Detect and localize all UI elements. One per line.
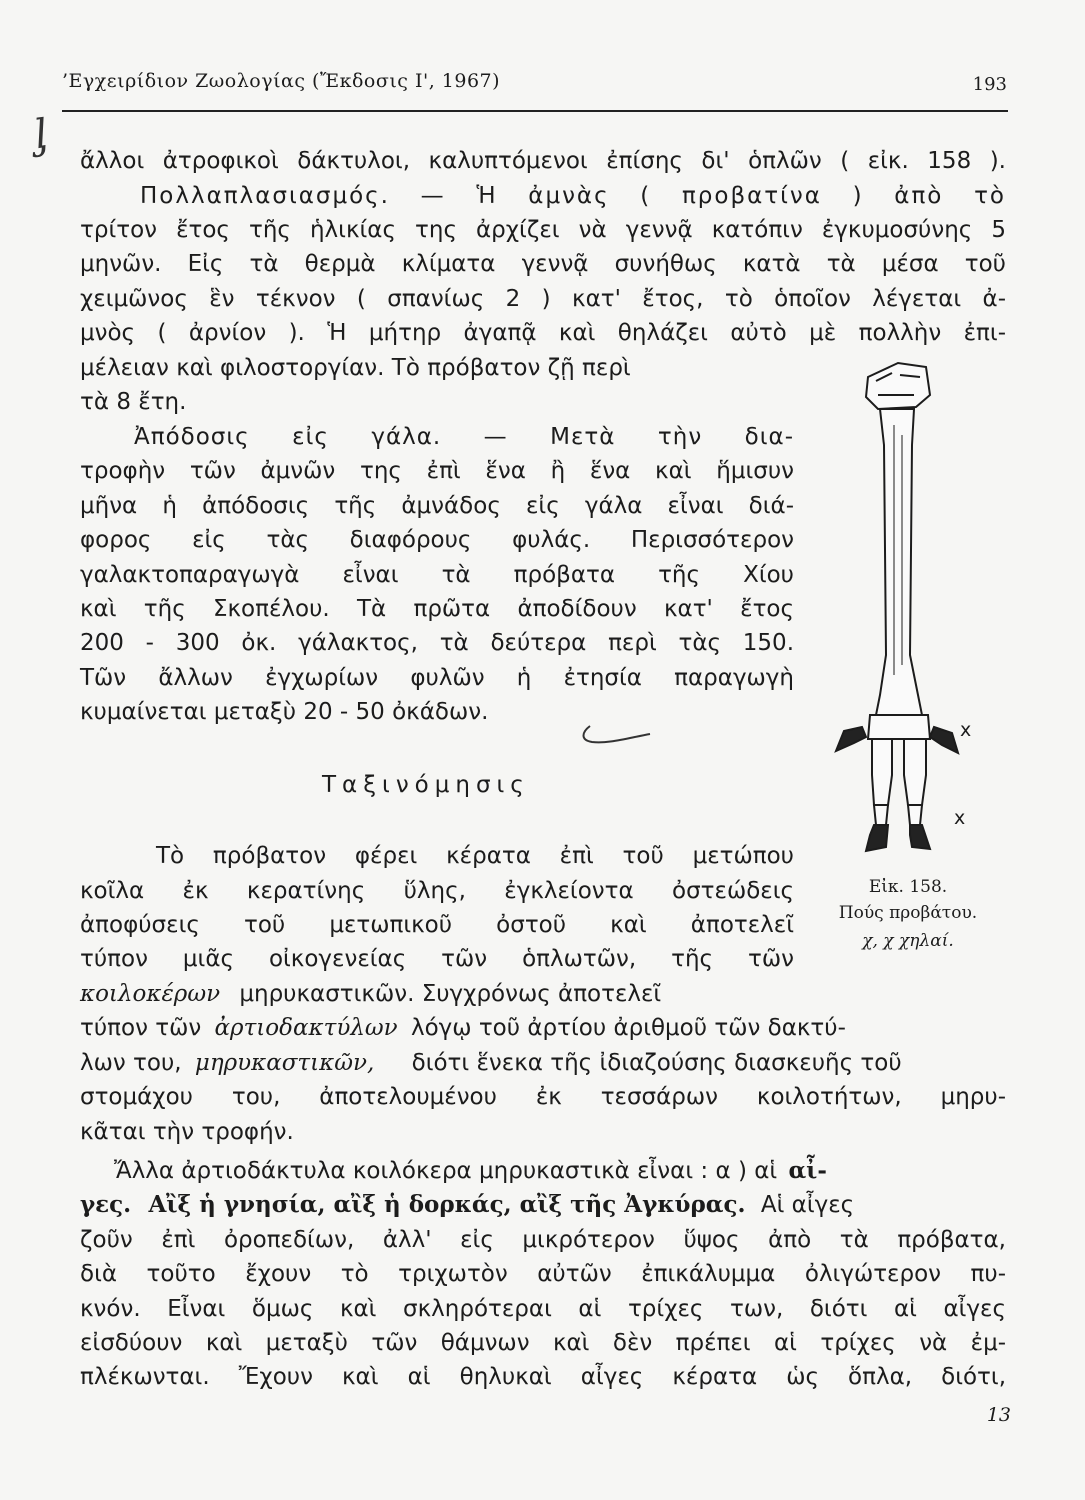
text-line: τρίτον ἔτος τῆς ἡλικίας της ἀρχίζει νὰ γεννᾷ κατόπιν ἐγκυμοσύνης 5 — [80, 217, 1006, 243]
text-line: μέλειαν καὶ φιλοστοργίαν. Τὸ πρόβατον ζῇ περὶ — [80, 355, 631, 381]
text-line — [114, 1156, 1006, 1186]
figure-mark-x: x — [960, 719, 972, 741]
text-span: λων του, — [80, 1050, 182, 1076]
text-line: εἰσδύουν καὶ μεταξὺ τῶν θάμνων καὶ δὲν πρέπει αἱ τρίχες νὰ ἐμ- — [80, 1330, 1006, 1356]
text-line: τροφὴν τῶν ἀμνῶν της ἐπὶ ἕνα ἢ ἕνα καὶ ἥμισυν — [80, 458, 794, 484]
figure-caption-legend: χ, χ χηλαί. — [862, 931, 954, 951]
text-line: μνὸς ( ἀρνίον ). Ἡ μήτηρ ἀγαπᾷ καὶ θηλάζει αὐτὸ μὲ πολλὴν ἐπι- — [80, 320, 1006, 346]
italic-term: μηρυκαστικῶν, — [194, 1050, 375, 1076]
sheep-foot-illustration — [826, 355, 986, 865]
figure-caption-number: Εἰκ. 158. — [868, 877, 948, 897]
text-line: Πολλαπλασιασμός. — Ἡ ἀμνὰς ( προβατίνα ) ἀπὸ τὸ — [140, 183, 1006, 209]
text-line: στομάχου του, ἀποτελουμένου ἐκ τεσσάρων κοιλοτήτων, μηρυ- — [80, 1084, 1006, 1110]
book-title: ’Εγχειρίδιον Ζωολογίας (Ἔκδοσις Ι', 1967) — [62, 70, 501, 92]
bold-species: Αἲξ ἡ γνησία, αἲξ ἡ δορκάς, αἲξ τῆς Ἀγκύρας. — [148, 1191, 746, 1218]
text-span: διότι ἕνεκα τῆς ἰδιαζούσης διασκευῆς τοῦ — [411, 1050, 902, 1076]
italic-term: κοιλοκέρων — [80, 981, 221, 1007]
figure-mark-x: x — [954, 807, 966, 829]
text-line: 200 - 300 ὀκ. γάλακτος, τὰ δεύτερα περὶ τὰς 150. — [80, 630, 794, 656]
text-line: ζοῦν ἐπὶ ὀροπεδίων, ἀλλ' εἰς μικρότερον ὕψος ἀπὸ τὰ πρόβατα, — [80, 1227, 1006, 1253]
handwritten-mark: ᶅ — [28, 111, 48, 159]
text-line — [80, 1048, 1006, 1078]
text-line: ἄλλοι ἀτροφικοὶ δάκτυλοι, καλυπτόμενοι ἐπίσης δι' ὁπλῶν ( εἰκ. 158 ). — [80, 148, 1006, 174]
text-line: ἀποφύσεις τοῦ μετωπικοῦ ὀστοῦ καὶ ἀποτελεῖ — [80, 912, 794, 938]
text-line — [80, 1013, 1006, 1043]
text-line: κυμαίνεται μεταξὺ 20 - 50 ὀκάδων. — [80, 699, 489, 725]
text-line — [80, 979, 794, 1009]
text-line: μηνῶν. Εἰς τὰ θερμὰ κλίματα γεννᾷ συνήθως κατὰ τὰ μέσα τοῦ — [80, 251, 1006, 277]
text-line: φορος εἰς τὰς διαφόρους φυλάς. Περισσότερον — [80, 527, 794, 553]
text-line: καὶ τῆς Σκοπέλου. Τὰ πρῶτα ἀποδίδουν κατ' ἔτος — [80, 596, 794, 622]
header-rule — [62, 110, 1008, 112]
section-heading: Ταξινόμησις — [322, 772, 530, 798]
page-number: 193 — [972, 74, 1007, 95]
text-line: Ἀπόδοσις εἰς γάλα. — Μετὰ τὴν δια- — [134, 424, 794, 450]
text-line: διὰ τοῦτο ἔχουν τὸ τριχωτὸν αὐτῶν ἐπικάλυμμα ὀλιγώτερον πυ- — [80, 1261, 1006, 1287]
text-span: τύπον τῶν — [80, 1015, 202, 1041]
text-span: Αἱ αἶγες — [760, 1192, 855, 1218]
text-span: λόγῳ τοῦ ἀρτίου ἀριθμοῦ τῶν δακτύ- — [410, 1015, 846, 1041]
text-line: γαλακτοπαραγωγὰ εἶναι τὰ πρόβατα τῆς Χίου — [80, 562, 794, 588]
text-line — [80, 1190, 1006, 1220]
text-line: Τὸ πρόβατον φέρει κέρατα ἐπὶ τοῦ μετώπου — [156, 843, 794, 869]
bold-term: αἶ- — [788, 1157, 827, 1184]
text-line: πλέκωνται. Ἔχουν καὶ αἱ θηλυκαὶ αἶγες κέρατα ὡς ὅπλα, διότι, — [80, 1364, 1006, 1390]
signature-number: 13 — [986, 1404, 1011, 1426]
text-line: Τῶν ἄλλων ἐγχωρίων φυλῶν ἡ ἐτησία παραγωγὴ — [80, 665, 794, 691]
figure-caption-title: Πούς προβάτου. — [838, 903, 978, 923]
handwritten-squiggle — [578, 722, 658, 748]
italic-term: ἀρτιοδακτύλων — [214, 1015, 398, 1041]
bold-term: γες. — [80, 1191, 132, 1218]
figure-sheep-foot — [826, 355, 986, 865]
text-span: Ἄλλα ἀρτιοδάκτυλα κοιλόκερα μηρυκαστικὰ εἶναι : α ) αἱ — [114, 1158, 778, 1184]
running-header — [62, 66, 1007, 102]
text-line: κνόν. Εἶναι ὅμως καὶ σκληρότεραι αἱ τρίχες των, διότι αἱ αἶγες — [80, 1296, 1006, 1322]
text-line: μῆνα ἡ ἀπόδοσις τῆς ἀμνάδος εἰς γάλα εἶναι διά- — [80, 493, 794, 519]
text-line: τύπον μιᾶς οἰκογενείας τῶν ὁπλωτῶν, τῆς τῶν — [80, 946, 794, 972]
text-line: κᾶται τὴν τροφήν. — [80, 1119, 294, 1145]
text-line: κοῖλα ἐκ κερατίνης ὕλης, ἐγκλείοντα ὀστεώδεις — [80, 878, 794, 904]
text-line: τὰ 8 ἔτη. — [80, 389, 187, 415]
text-span: μηρυκαστικῶν. Συγχρόνως ἀποτελεῖ — [239, 981, 662, 1007]
text-line: χειμῶνος ἓν τέκνον ( σπανίως 2 ) κατ' ἔτος, τὸ ὁποῖον λέγεται ἀ- — [80, 286, 1006, 312]
